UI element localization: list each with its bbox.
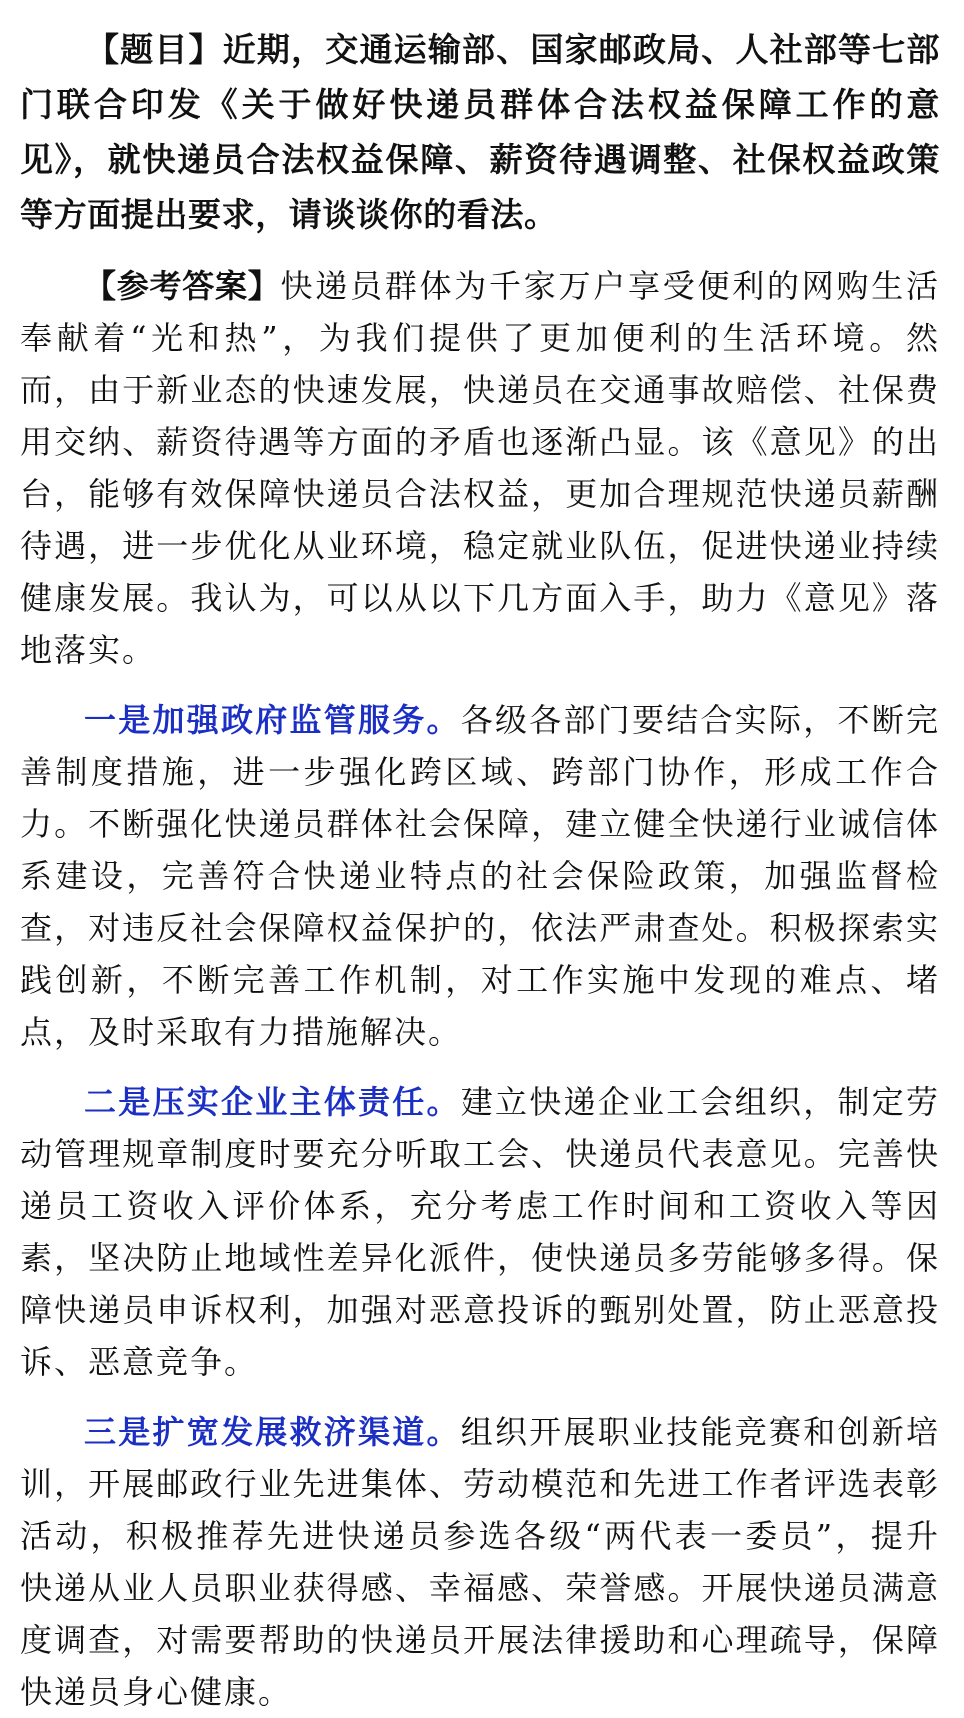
- point-title-2: 二是压实企业主体责任。: [84, 1083, 461, 1121]
- question-paragraph: [20, 22, 940, 242]
- point-body-2: 建立快递企业工会组织，制定劳动管理规章制度时要充分听取工会、快递员代表意见。完善快递员工资收入评价体系，充分考虑工作时间和工资收入等因素，坚决防止地域性差异化派件，使快递员多劳能够多得。保障快递员申诉权利，加强对恶意投诉的甄别处置，防止恶意投诉、恶意竞争。: [20, 1083, 940, 1381]
- point-paragraph-3: [20, 1406, 940, 1718]
- answer-label: 【参考答案】: [84, 267, 281, 305]
- answer-intro-paragraph: [20, 260, 940, 676]
- question-label: 【题目】: [86, 30, 223, 69]
- point-paragraph-1: [20, 694, 940, 1058]
- document-body: [20, 10, 940, 1718]
- point-body-1: 各级各部门要结合实际，不断完善制度措施，进一步强化跨区域、跨部门协作，形成工作合力。不断强化快递员群体社会保障，建立健全快递行业诚信体系建设，完善符合快递业特点的社会保险政策，加强监督检查，对违反社会保障权益保护的，依法严肃查处。积极探索实践创新，不断完善工作机制，对工作实施中发现的难点、堵点，及时采取有力措施解决。: [20, 701, 940, 1051]
- point-paragraph-2: [20, 1076, 940, 1388]
- point-title-1: 一是加强政府监管服务。: [84, 701, 461, 739]
- point-title-3: 三是扩宽发展救济渠道。: [84, 1413, 461, 1451]
- answer-intro-text: 快递员群体为千家万户享受便利的网购生活奉献着“光和热”，为我们提供了更加便利的生活环境。然而，由于新业态的快速发展，快递员在交通事故赔偿、社保费用交纳、薪资待遇等方面的矛盾也逐渐凸显。该《意见》的出台，能够有效保障快递员合法权益，更加合理规范快递员薪酬待遇，进一步优化从业环境，稳定就业队伍，促进快递业持续健康发展。我认为，可以从以下几方面入手，助力《意见》落地落实。: [20, 267, 940, 669]
- point-body-3: 组织开展职业技能竞赛和创新培训，开展邮政行业先进集体、劳动模范和先进工作者评选表彰活动，积极推荐先进快递员参选各级“两代表一委员”，提升快递从业人员职业获得感、幸福感、荣誉感。开展快递员满意度调查，对需要帮助的快递员开展法律援助和心理疏导，保障快递员身心健康。: [20, 1413, 940, 1711]
- question-text: 近期，交通运输部、国家邮政局、人社部等七部门联合印发《关于做好快递员群体合法权益保障工作的意见》，就快递员合法权益保障、薪资待遇调整、社保权益政策等方面提出要求，请谈谈你的看法。: [20, 30, 940, 234]
